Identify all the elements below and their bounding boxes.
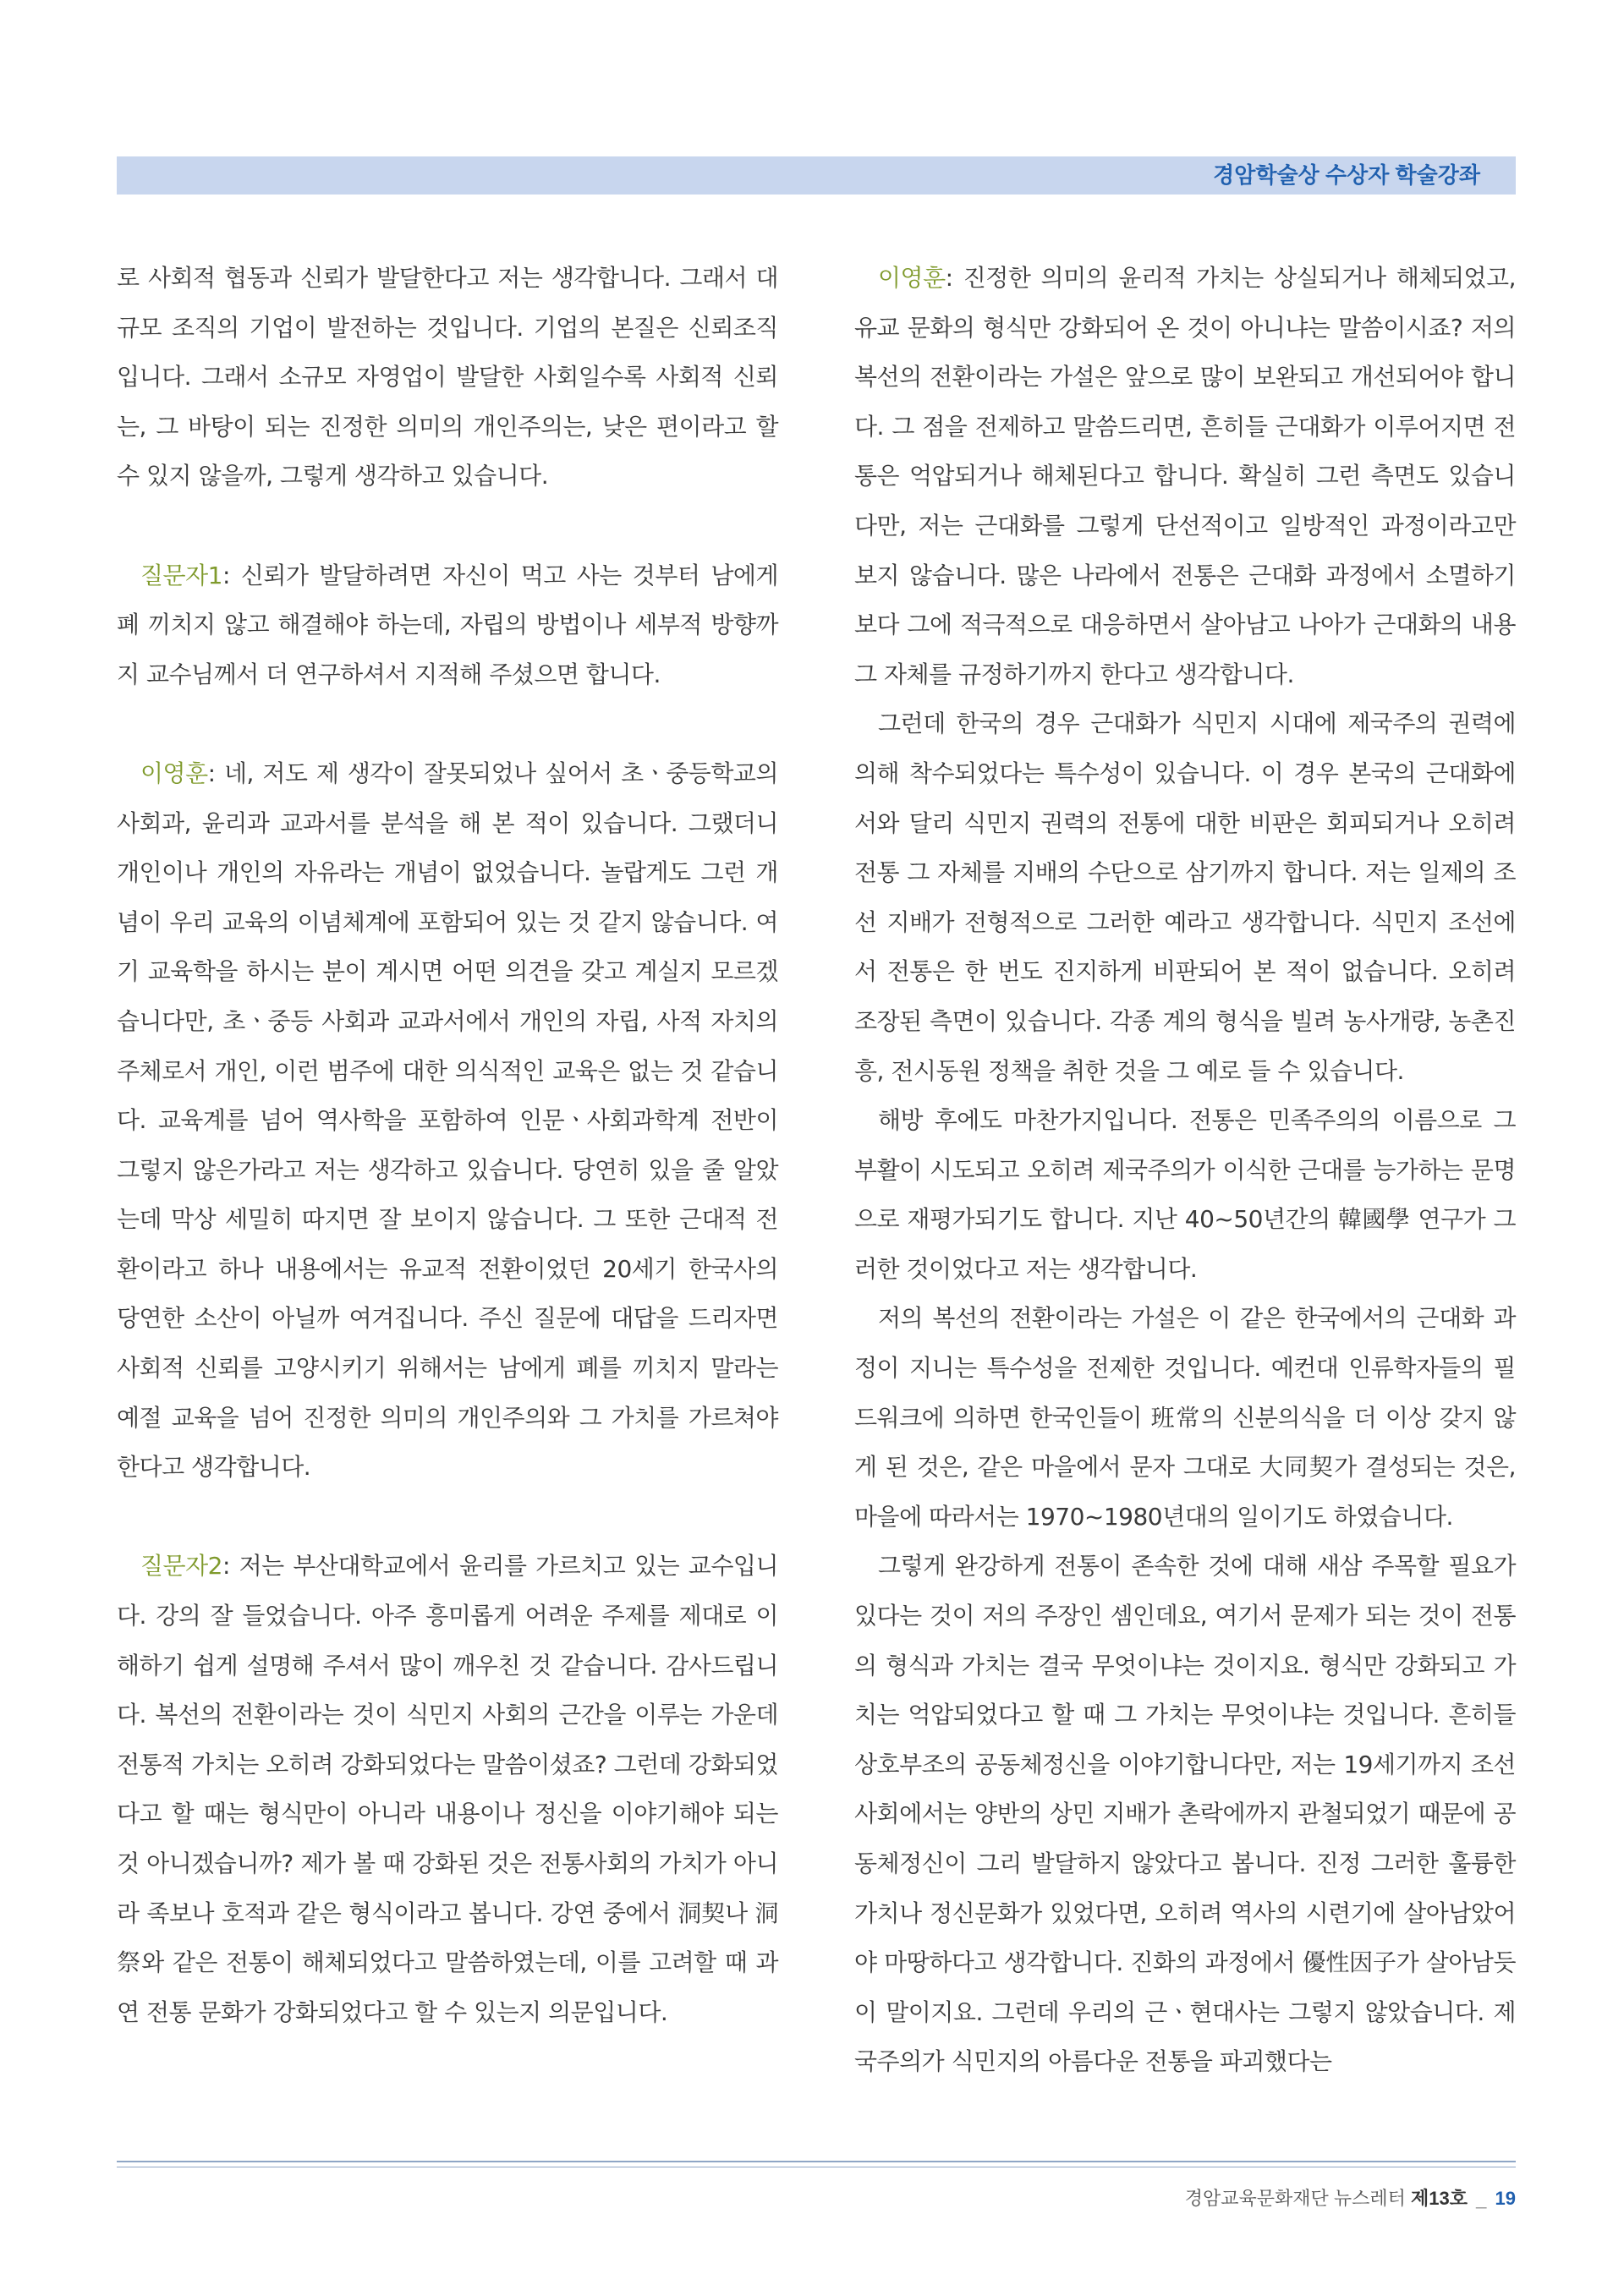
page-number: 19 xyxy=(1495,2188,1516,2209)
paragraph-text: : 진정한 의미의 윤리적 가치는 상실되거나 해체되었고, 유교 문화의 형식만 강화되어 온 것이 아니냐는 말씀이시죠? 저의 복선의 전환이라는 가설은 앞으로 많이 보완되고 개선되어야 합니다. 그 점을 전제하고 말씀드리면, 흔히들 근대화가 이루어지면 전통은 억압되거나 해체된다고 합니다. 확실히 그런 측면도 있습니다만, 저는 근대화를 그렇게 단선적이고 일방적인 과정이라고만 보지 않습니다. 많은 나라에서 전통은 근대화 과정에서 소멸하기보다 그에 적극적으로 대응하면서 살아남고 나아가 근대화의 내용 그 자체를 규정하기까지 한다고 생각합니다. xyxy=(854,264,1516,688)
paragraph xyxy=(117,1542,778,2037)
paragraph-text: 그런데 한국의 경우 근대화가 식민지 시대에 제국주의 권력에 의해 착수되었다는 특수성이 있습니다. 이 경우 본국의 근대화에서와 달리 식민지 권력의 전통에 대한 비판은 회피되거나 오히려 전통 그 자체를 지배의 수단으로 삼기까지 합니다. 저는 일제의 조선 지배가 전형적으로 그러한 예라고 생각합니다. 식민지 조선에서 전통은 한 번도 진지하게 비판되어 본 적이 없습니다. 오히려 조장된 측면이 있습니다. 각종 계의 형식을 빌려 농사개량, 농촌진흥, 전시동원 정책을 취한 것을 그 예로 들 수 있습니다. xyxy=(854,710,1516,1085)
footer-rule xyxy=(117,2161,1516,2162)
paragraph-text: : 네, 저도 제 생각이 잘못되었나 싶어서 초ㆍ중등학교의 사회과, 윤리과 교과서를 분석을 해 본 적이 있습니다. 그랬더니 개인이나 개인의 자유라는 개념이 없었습니다. 놀랍게도 그런 개념이 우리 교육의 이념체계에 포함되어 있는 것 같지 않습니다. 여기 교육학을 하시는 분이 계시면 어떤 의견을 갖고 계실지 모르겠습니다만, 초ㆍ중등 사회과 교과서에서 개인의 자립, 사적 자치의 주체로서 개인, 이런 범주에 대한 의식적인 교육은 없는 것 같습니다. 교육계를 넘어 역사학을 포함하여 인문ㆍ사회과학계 전반이 그렇지 않은가라고 저는 생각하고 있습니다. 당연히 있을 줄 알았는데 막상 세밀히 따지면 잘 보이지 않습니다. 그 또한 근대적 전환이라고 하나 내용에서는 유교적 전환이었던 20세기 한국사의 당연한 소산이 아닐까 여겨집니다. 주신 질문에 대답을 드리자면 사회적 신뢰를 고양시키기 위해서는 남에게 폐를 끼치지 말라는 예절 교육을 넘어 진정한 의미의 개인주의와 그 가치를 가르쳐야 한다고 생각합니다. xyxy=(117,759,778,1482)
paragraph xyxy=(854,1542,1516,2087)
paragraph xyxy=(117,551,778,700)
paragraph xyxy=(854,699,1516,1096)
paragraph-text: : 저는 부산대학교에서 윤리를 가르치고 있는 교수입니다. 강의 잘 들었습니다. 아주 흥미롭게 어려운 주제를 제대로 이해하기 쉽게 설명해 주셔서 많이 깨우친 것 같습니다. 감사드립니다. 복선의 전환이라는 것이 식민지 사회의 근간을 이루는 가운데 전통적 가치는 오히려 강화되었다는 말씀이셨죠? 그런데 강화되었다고 할 때는 형식만이 아니라 내용이나 정신을 이야기해야 되는 것 아니겠습니까? 제가 볼 때 강화된 것은 전통사회의 가치가 아니라 족보나 호적과 같은 형식이라고 봅니다. 강연 중에서 洞契나 洞祭와 같은 전통이 해체되었다고 말씀하였는데, 이를 고려할 때 과연 전통 문화가 강화되었다고 할 수 있는지 의문입니다. xyxy=(117,1552,778,2026)
paragraph xyxy=(117,254,778,501)
section-title: 경암학술상 수상자 학술강좌 xyxy=(1213,162,1480,188)
left-column xyxy=(117,254,778,2037)
footer-publisher: 경암교육문화재단 뉴스레터 xyxy=(1184,2188,1406,2209)
paragraph xyxy=(854,1096,1516,1294)
paragraph xyxy=(117,749,778,1493)
paragraph xyxy=(854,254,1516,699)
paragraph-text: 해방 후에도 마찬가지입니다. 전통은 민족주의의 이름으로 그 부활이 시도되고 오히려 제국주의가 이식한 근대를 능가하는 문명으로 재평가되기도 합니다. 지난 40~50년간의 韓國學 연구가 그러한 것이었다고 저는 생각합니다. xyxy=(854,1106,1516,1283)
paragraph-text: : 신뢰가 발달하려면 자신이 먹고 사는 것부터 남에게 폐 끼치지 않고 해결해야 하는데, 자립의 방법이나 세부적 방향까지 교수님께서 더 연구하셔서 지적해 주셨으면 합니다. xyxy=(117,561,778,688)
footer xyxy=(1185,2186,1516,2211)
footer-separator: _ xyxy=(1476,2188,1487,2209)
paragraph-text: 로 사회적 협동과 신뢰가 발달한다고 저는 생각합니다. 그래서 대규모 조직의 기업이 발전하는 것입니다. 기업의 본질은 신뢰조직입니다. 그래서 소규모 자영업이 발달한 사회일수록 사회적 신뢰는, 그 바탕이 되는 진정한 의미의 개인주의는, 낮은 편이라고 할 수 있지 않을까, 그렇게 생각하고 있습니다. xyxy=(117,264,778,490)
speaker-name: 질문자1 xyxy=(140,561,222,589)
speaker-name: 질문자2 xyxy=(140,1552,222,1581)
paragraph xyxy=(854,1294,1516,1542)
section-header-bar xyxy=(117,156,1516,195)
paragraph-text: 그렇게 완강하게 전통이 존속한 것에 대해 새삼 주목할 필요가 있다는 것이 저의 주장인 셈인데요, 여기서 문제가 되는 것이 전통의 형식과 가치는 결국 무엇이냐는 것이지요. 형식만 강화되고 가치는 억압되었다고 할 때 그 가치는 무엇이냐는 것입니다. 흔히들 상호부조의 공동체정신을 이야기합니다만, 저는 19세기까지 조선사회에서는 양반의 상민 지배가 촌락에까지 관철되었기 때문에 공동체정신이 그리 발달하지 않았다고 봅니다. 진정 그러한 훌륭한 가치나 정신문화가 있었다면, 오히려 역사의 시련기에 살아남았어야 마땅하다고 생각합니다. 진화의 과정에서 優性因子가 살아남듯이 말이지요. 그런데 우리의 근ㆍ현대사는 그렇지 않았습니다. 제국주의가 식민지의 아름다운 전통을 파괴했다는 xyxy=(854,1552,1516,2076)
speaker-name: 이영훈 xyxy=(140,759,208,787)
paragraph-text: 저의 복선의 전환이라는 가설은 이 같은 한국에서의 근대화 과정이 지니는 특수성을 전제한 것입니다. 예컨대 인류학자들의 필드워크에 의하면 한국인들이 班常의 신분의식을 더 이상 갖지 않게 된 것은, 같은 마을에서 문자 그대로 大同契가 결성되는 것은, 마을에 따라서는 1970~1980년대의 일이기도 하였습니다. xyxy=(854,1304,1516,1531)
speaker-name: 이영훈 xyxy=(878,264,946,292)
footer-issue: 제13호 xyxy=(1411,2188,1468,2209)
right-column xyxy=(854,254,1516,2087)
